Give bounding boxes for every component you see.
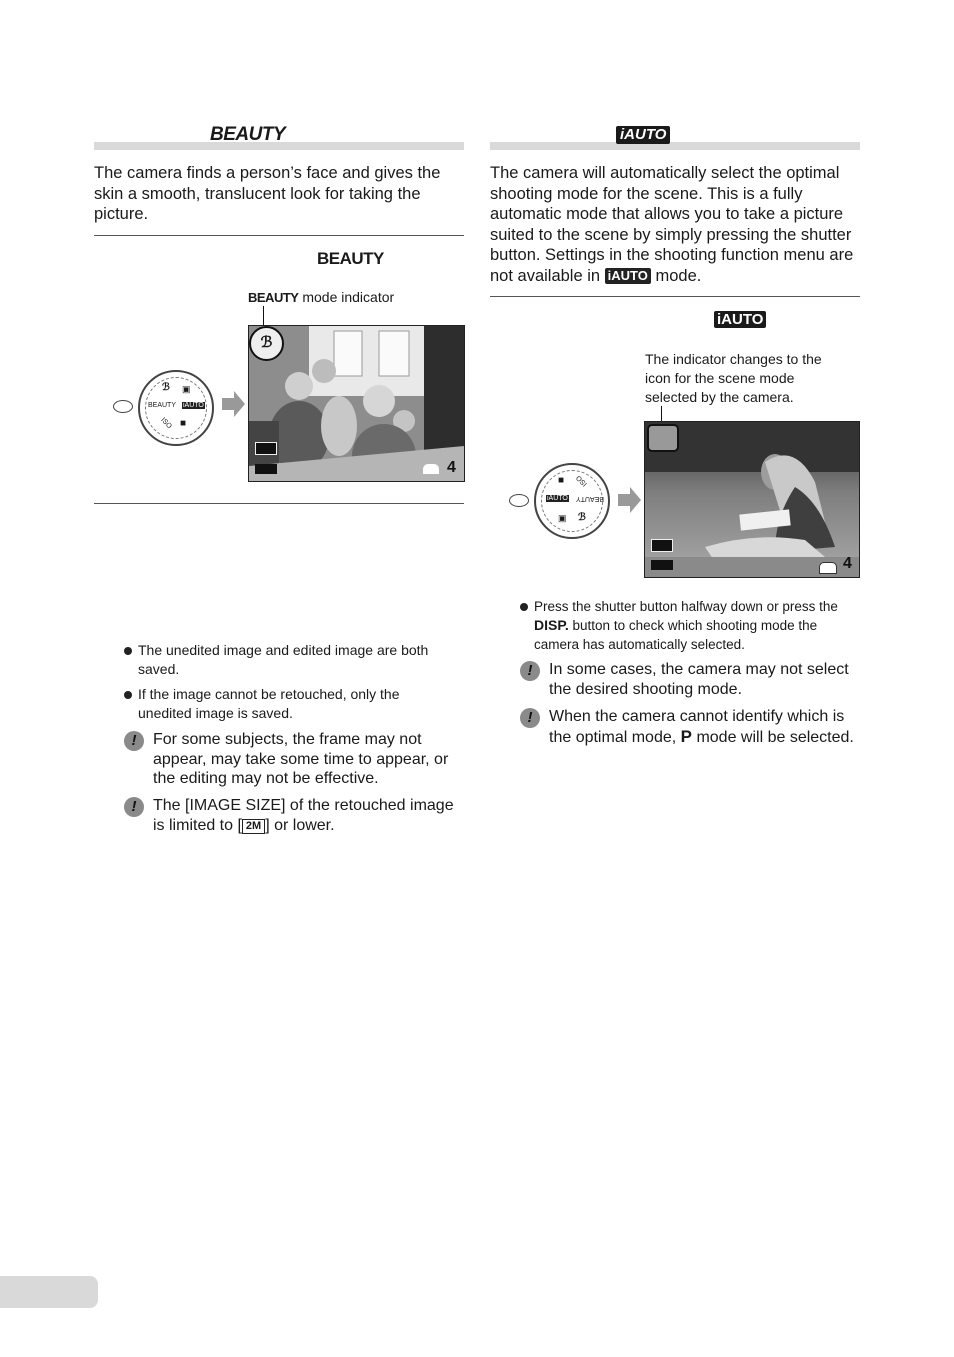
mode-dial-pointer	[509, 494, 529, 507]
bullet-dot	[124, 691, 132, 699]
dial-iso-label: ISO	[159, 416, 173, 431]
disp-button-label: DISP.	[534, 617, 569, 633]
mode-dial	[138, 370, 214, 446]
left-bottom-rule	[94, 503, 464, 504]
right-section-header-bar	[490, 142, 860, 150]
mode-dial-pointer	[113, 400, 133, 413]
beauty-mode-indicator-caption	[248, 289, 394, 305]
left-bullet-2-text: If the image cannot be retouched, only the unedited image is saved.	[138, 686, 400, 721]
right-intro-part2: mode.	[655, 266, 702, 285]
dial-iauto-label: iAUTO	[183, 402, 204, 409]
right-intro-part1: The camera will automatically select the optimal shooting mode for the scene. This is a fully automatic mode that allows you to take a picture suited to the scene by simply pressing the shutter button. Settings in the shooting function menu are not available in	[490, 164, 854, 285]
note-warning-icon: !	[124, 731, 144, 751]
bullet-dot	[520, 603, 528, 611]
left-intro-text: The camera finds a person’s face and gives the skin a smooth, translucent look for taking the picture.	[94, 164, 441, 223]
left-sub-title: BEAUTY	[317, 249, 384, 268]
dial-portrait-icon: ℬ	[162, 382, 170, 393]
right-top-rule	[490, 296, 860, 297]
right-screen-size-icon	[651, 539, 673, 552]
dial-iso-label: ISO	[575, 473, 589, 488]
right-bullet-part2: button to check which shooting mode the camera has automatically selected.	[534, 618, 818, 652]
note-warning-icon: !	[520, 661, 540, 681]
scene-indicator-square	[647, 424, 679, 452]
note-warning-icon: !	[124, 797, 144, 817]
right-sub-title: iAUTO	[717, 311, 764, 328]
right-note-2-text: When the camera cannot identify which is the optimal mode,	[549, 708, 845, 746]
mode-dial	[534, 463, 610, 539]
beauty-mode-icon-text: BEAUTY	[248, 290, 299, 305]
image-size-2m-icon: 2M	[242, 819, 265, 834]
right-bullet-1-text	[534, 597, 864, 654]
dial-camera-icon: ■	[180, 418, 187, 429]
left-top-rule	[94, 235, 464, 236]
right-section-title: iAUTO	[620, 126, 667, 143]
right-bullet-part1: Press the shutter button halfway down or press the	[534, 599, 838, 614]
dial-scene-icon: ▣	[558, 513, 567, 523]
iauto-inline-icon: iAUTO	[605, 268, 651, 284]
right-section-title-badge	[616, 126, 670, 144]
left-screen-shots-remaining: 4	[447, 459, 456, 476]
left-screen-size-icon	[255, 442, 277, 455]
left-arrow-icon	[222, 389, 246, 419]
beauty-mode-indicator-label: mode indicator	[302, 289, 395, 305]
page-number-tab	[0, 1276, 98, 1308]
left-screen-memory-icon	[423, 464, 439, 474]
dial-camera-icon: ■	[558, 475, 565, 486]
right-camera-screen	[644, 421, 860, 578]
left-section-title: BEAUTY	[210, 124, 286, 145]
right-note-2	[549, 707, 859, 747]
left-camera-screen	[248, 325, 465, 482]
scene-indicator-caption: The indicator changes to the icon for the scene mode selected by the camera.	[645, 351, 822, 405]
note-warning-icon: !	[520, 708, 540, 728]
right-screen-memory-icon	[819, 562, 837, 574]
right-note-1: In some cases, the camera may not select the desired shooting mode.	[549, 661, 849, 698]
right-arrow-icon	[618, 485, 642, 515]
dial-portrait-icon: ℬ	[578, 512, 586, 523]
right-sub-title-badge	[714, 311, 766, 328]
right-note-2-tail: mode will be selected.	[696, 728, 854, 746]
dial-scene-icon: ▣	[182, 384, 191, 394]
beauty-indicator-circle: ℬ	[249, 326, 284, 361]
left-note-2-text: The [IMAGE SIZE] of the retouched image is limited to [ 2M ] or lower.	[153, 797, 454, 834]
left-note-1: For some subjects, the frame may not appear, may take some time to appear, or the editing may not be effective.	[153, 731, 449, 787]
left-screen-quality-icon	[255, 464, 277, 474]
dial-beauty-label: BEAUTY	[576, 495, 605, 502]
left-bullet-1-text: The unedited image and edited image are both saved.	[138, 642, 429, 677]
right-screen-shots-remaining: 4	[843, 555, 852, 572]
dial-beauty-label: BEAUTY	[148, 402, 177, 409]
left-note-2	[153, 796, 458, 835]
right-screen-quality-icon	[651, 560, 673, 570]
dial-iauto-label: iAUTO	[547, 495, 568, 502]
right-intro-text	[490, 163, 860, 286]
bullet-dot	[124, 647, 132, 655]
program-mode-letter: P	[680, 726, 692, 746]
